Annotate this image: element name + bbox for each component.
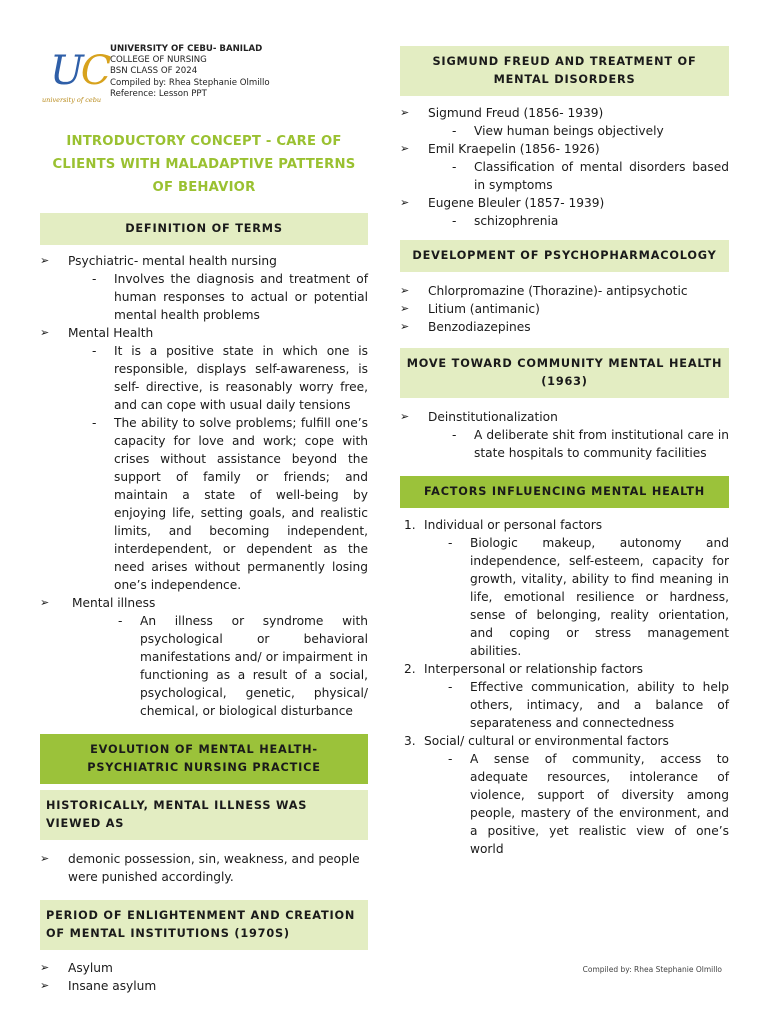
- logo-subtext: university of cebu: [42, 96, 102, 104]
- sub-item: - schizophrenia: [448, 212, 729, 230]
- header-text: [110, 44, 270, 100]
- list-item: ➢ Benzodiazepines: [400, 318, 729, 336]
- term: Social/ cultural or environmental factors: [424, 734, 669, 748]
- freud-list: [400, 104, 729, 230]
- term: Interpersonal or relationship factors: [424, 662, 644, 676]
- sub-item: - A deliberate shit from institutional care in state hospitals to community facilities: [448, 426, 729, 462]
- list-item: ➢ Litium (antimanic): [400, 300, 729, 318]
- list-item: ➢ Insane asylum: [40, 977, 368, 995]
- community-list: [400, 408, 729, 462]
- left-column: [40, 0, 368, 995]
- list-item: [400, 104, 729, 140]
- list-item: [400, 660, 729, 732]
- list-item: [40, 324, 368, 594]
- factors-heading: FACTORS INFLUENCING MENTAL HEALTH: [400, 476, 729, 508]
- list-item: [400, 194, 729, 230]
- reference: Reference: Lesson PPT: [110, 88, 207, 99]
- university-logo: [42, 44, 109, 110]
- list-item: ➢ Asylum: [40, 959, 368, 977]
- document-header: [40, 44, 368, 110]
- enlightenment-list: [40, 959, 368, 995]
- historically-list: [40, 850, 368, 886]
- term: Psychiatric- mental health nursing: [68, 254, 277, 268]
- right-column: [400, 0, 729, 858]
- sub-item: - Effective communication, ability to help others, intimacy, and a balance of separateness and connectedness: [444, 678, 729, 732]
- definition-heading: DEFINITION OF TERMS: [40, 213, 368, 245]
- college-name: COLLEGE OF NURSING: [110, 55, 207, 66]
- sub-item: - Classification of mental disorders based in symptoms: [448, 158, 729, 194]
- list-item: ➢ demonic possession, sin, weakness, and people were punished accordingly.: [40, 850, 368, 886]
- class-name: BSN CLASS OF 2024: [110, 66, 198, 77]
- list-item: [40, 594, 368, 720]
- sub-item: - The ability to solve problems; fulfill one’s capacity for love and work; cope with crises without assistance beyond the support of family or friends; and maintain a state of well-being by enjoying life, setting goals, and realistic limits, and becoming independent, interdependent, or dependent as the need arises without permanently losing one’s independence.: [88, 414, 368, 594]
- list-item: [400, 408, 729, 462]
- term: Mental Health: [68, 326, 154, 340]
- sub-item: - An illness or syndrome with psychological or behavioral manifestations and/ or impairment in functioning as a result of a social, psychological, genetic, physical/ chemical, or biological disturbance: [114, 612, 368, 720]
- list-item: [400, 732, 729, 858]
- list-item: [40, 252, 368, 324]
- item-number: 3.: [404, 734, 416, 748]
- document-title: INTRODUCTORY CONCEPT - CARE OF CLIENTS WITH MALADAPTIVE PATTERNS OF BEHAVIOR: [52, 134, 356, 195]
- list-item: ➢ Chlorpromazine (Thorazine)- antipsychotic: [400, 282, 729, 300]
- factors-list: [400, 516, 729, 858]
- sub-item: - Biologic makeup, autonomy and independence, self-esteem, capacity for growth, vitality, ability to find meaning in life, emotional resilience or hardness, sense of belonging, reality orientation, and coping or stress management abilities.: [444, 534, 729, 660]
- term: Deinstitutionalization: [428, 410, 558, 424]
- term: Individual or personal factors: [424, 518, 603, 532]
- page-footer: Compiled by: Rhea Stephanie Olmillo: [582, 965, 722, 974]
- sub-item: - View human beings objectively: [448, 122, 729, 140]
- list-item: [400, 140, 729, 194]
- term: Emil Kraepelin (1856- 1926): [428, 142, 600, 156]
- psychopharm-heading: DEVELOPMENT OF PSYCHOPHARMACOLOGY: [400, 240, 729, 272]
- term: Sigmund Freud (1856- 1939): [428, 106, 604, 120]
- sub-item: - It is a positive state in which one is responsible, displays self-awareness, is self- directive, is reasonably worry free, and can cope with usual daily tensions: [88, 342, 368, 414]
- community-heading: MOVE TOWARD COMMUNITY MENTAL HEALTH (1963): [400, 348, 729, 398]
- sub-item: - Involves the diagnosis and treatment of human responses to actual or potential mental health problems: [88, 270, 368, 324]
- item-number: 1.: [404, 518, 416, 532]
- item-number: 2.: [404, 662, 416, 676]
- term: Eugene Bleuler (1857- 1939): [428, 196, 605, 210]
- university-name: UNIVERSITY OF CEBU- BANILAD: [110, 44, 263, 54]
- term: Mental illness: [72, 596, 156, 610]
- historically-heading: HISTORICALLY, MENTAL ILLNESS WAS VIEWED AS: [40, 790, 368, 840]
- compiler: Compiled by: Rhea Stephanie Olmillo: [110, 77, 270, 88]
- evolution-heading: EVOLUTION OF MENTAL HEALTH- PSYCHIATRIC NURSING PRACTICE: [40, 734, 368, 784]
- psychopharm-list: [400, 282, 729, 336]
- enlightenment-heading: PERIOD OF ENLIGHTENMENT AND CREATION OF MENTAL INSTITUTIONS (1970S): [40, 900, 368, 950]
- list-item: [400, 516, 729, 660]
- logo-mark: UC: [50, 48, 109, 94]
- definition-list: [40, 252, 368, 720]
- freud-heading: SIGMUND FREUD AND TREATMENT OF MENTAL DISORDERS: [400, 46, 729, 96]
- sub-item: - A sense of community, access to adequate resources, intolerance of violence, support of diversity among people, mastery of the environment, and a positive, yet realistic view of one’s world: [444, 750, 729, 858]
